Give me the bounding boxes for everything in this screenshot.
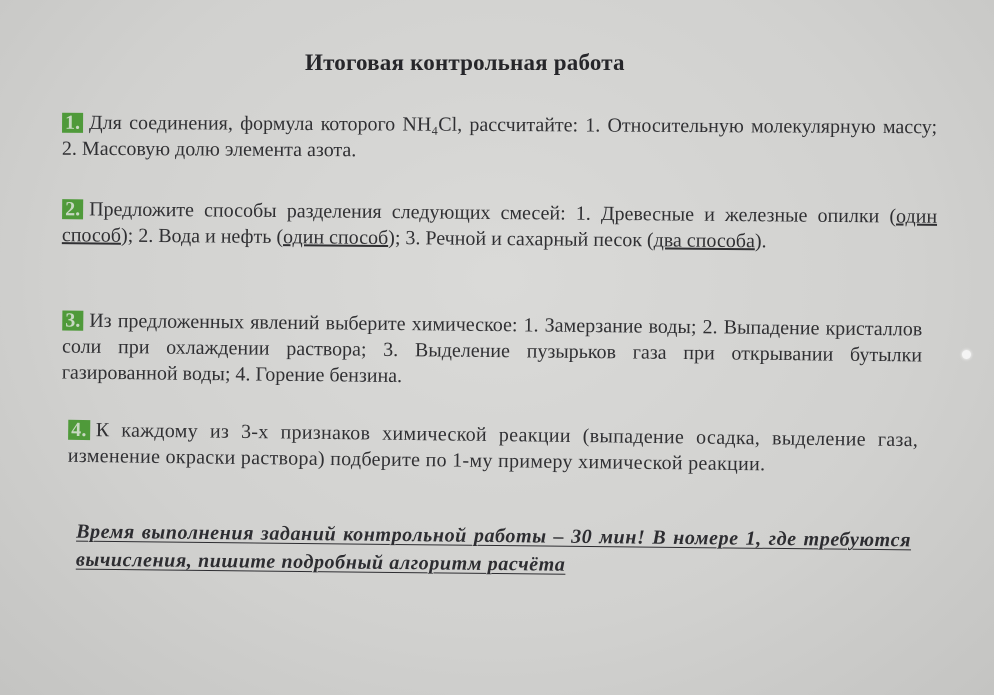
note-text: Время выполнения заданий контрольной работы – 30 мин! В номере 1, где требуются вычисления, пишите подробный алгоритм расчёта (75, 520, 912, 576)
task-text-part: ); 3. Речной и сахарный песок ( (388, 227, 654, 252)
task-1 (62, 110, 937, 167)
task-number-badge: 2. (62, 199, 83, 219)
task-text: Из предложенных явлений выберите химическое: 1. Замерзание воды; 2. Выпадение кристаллов соли при охлаждении раствора; 3. Выделение пузырьков газа при открывании бутылки газированной воды; 4. Горение бензина. (61, 309, 923, 388)
light-reflection-dot (962, 350, 971, 359)
task-text: Для соединения, формула которого NH₄Cl, рассчитайте: 1. Относительную молекулярную массу; 2. Массовую долю элемента азота. (61, 111, 938, 162)
underlined-hint: два способа (653, 229, 755, 253)
task-2 (62, 196, 937, 256)
task-number-badge: 3. (62, 310, 83, 330)
underlined-hint: один способ (282, 226, 389, 250)
task-text-part: Предложите способы разделения следующих смесей: 1. Древесные и железные опилки ( (89, 198, 897, 228)
time-limit-note (76, 518, 912, 583)
task-text-part: ). (754, 230, 767, 253)
task-number-badge: 4. (68, 420, 90, 440)
task-3 (62, 307, 923, 394)
underlined-hint: один способ (61, 205, 938, 247)
task-number-badge: 1. (62, 113, 83, 133)
task-text: К каждому из 3-х признаков химической реакции (выпадение осадка, выделение газа, изменение окраски раствора) подберите по 1-му примеру химической реакции. (67, 419, 919, 476)
task-4 (68, 417, 919, 479)
task-text-part: ); 2. Вода и нефть ( (120, 224, 284, 249)
page-title: Итоговая контрольная работа (305, 50, 625, 75)
